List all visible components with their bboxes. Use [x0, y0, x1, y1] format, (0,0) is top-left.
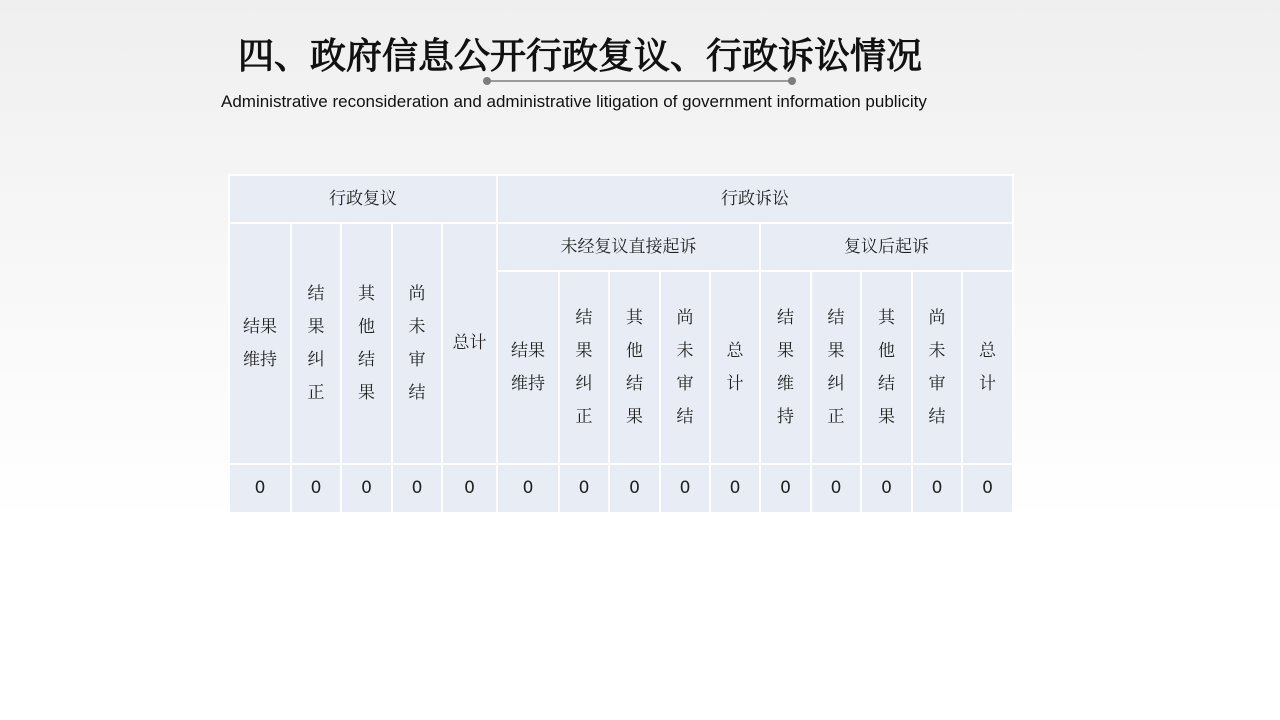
cell-value: 0 [912, 464, 962, 513]
header-reconsideration: 行政复议 [229, 175, 497, 223]
cell-value: 0 [710, 464, 760, 513]
col-direct-other: 其他结果 [609, 271, 660, 464]
col-reconsideration-total: 总计 [442, 223, 497, 464]
cell-value: 0 [760, 464, 811, 513]
table-row [229, 464, 1013, 513]
table-header-row-groups [229, 175, 1013, 223]
col-after-total: 总计 [962, 271, 1013, 464]
col-reconsideration-corrected: 结果纠正 [291, 223, 341, 464]
table-header-row-subgroups [229, 223, 1013, 271]
col-direct-total: 总计 [710, 271, 760, 464]
col-after-pending: 尚未审结 [912, 271, 962, 464]
col-reconsideration-pending: 尚未审结 [392, 223, 442, 464]
col-after-other: 其他结果 [861, 271, 912, 464]
cell-value: 0 [660, 464, 710, 513]
cell-value: 0 [442, 464, 497, 513]
header-direct-litigation: 未经复议直接起诉 [497, 223, 760, 271]
page-title: 四、政府信息公开行政复议、行政诉讼情况 [238, 35, 923, 77]
cell-value: 0 [229, 464, 291, 513]
page-subtitle: Administrative reconsideration and administrative litigation of government information publicity [221, 92, 927, 111]
header-after-reconsideration: 复议后起诉 [760, 223, 1013, 271]
underline-left-dot [483, 77, 491, 85]
title-underline [487, 80, 793, 82]
cell-value: 0 [392, 464, 442, 513]
statistics-table [228, 174, 1014, 514]
col-direct-maintained: 结果维持 [497, 271, 559, 464]
cell-value: 0 [861, 464, 912, 513]
cell-value: 0 [497, 464, 559, 513]
col-direct-pending: 尚未审结 [660, 271, 710, 464]
underline-right-dot [788, 77, 796, 85]
cell-value: 0 [559, 464, 609, 513]
col-reconsideration-maintained: 结果维持 [229, 223, 291, 464]
cell-value: 0 [609, 464, 660, 513]
cell-value: 0 [291, 464, 341, 513]
cell-value: 0 [962, 464, 1013, 513]
col-after-maintained: 结果维持 [760, 271, 811, 464]
col-reconsideration-other: 其他结果 [341, 223, 392, 464]
cell-value: 0 [811, 464, 861, 513]
header-litigation: 行政诉讼 [497, 175, 1013, 223]
col-direct-corrected: 结果纠正 [559, 271, 609, 464]
col-after-corrected: 结果纠正 [811, 271, 861, 464]
cell-value: 0 [341, 464, 392, 513]
